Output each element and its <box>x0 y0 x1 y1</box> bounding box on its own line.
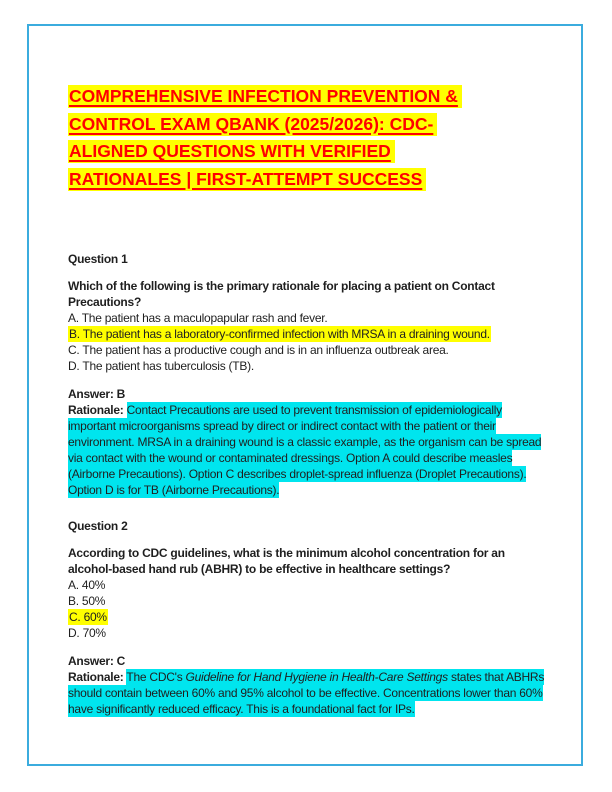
document-title-line <box>68 84 548 112</box>
question-1-options <box>68 310 548 374</box>
question-1-option-a <box>68 310 548 326</box>
rationale-text-highlighted <box>68 669 544 717</box>
rationale-text-highlighted <box>68 402 541 498</box>
rationale-label: Rationale: <box>68 403 124 417</box>
question-2-stem: According to CDC guidelines, what is the minimum alcohol concentration for an alcohol-based hand rub (ABHR) to be effective in healthcare settings? <box>68 546 505 576</box>
question-1-option-d <box>68 358 548 374</box>
question-2-rationale <box>68 669 548 717</box>
question-1-option-c <box>68 342 548 358</box>
question-2-options <box>68 577 548 641</box>
question-1-answer: Answer: B <box>68 387 126 401</box>
option-text: C. The patient has a productive cough and is in an influenza outbreak area. <box>68 343 449 357</box>
option-text: A. The patient has a maculopapular rash and fever. <box>68 311 328 325</box>
option-text: D. 70% <box>68 626 106 640</box>
document-title-text: COMPREHENSIVE INFECTION PREVENTION & <box>68 85 462 108</box>
question-1-stem: Which of the following is the primary rationale for placing a patient on Contact Precautions? <box>68 279 495 309</box>
rationale-text: Contact Precautions are used to prevent transmission of epidemiologically important microorganisms spread by direct or indirect contact with the patient or their environment. MRSA in a draining wound is a classic example, as the organism can be spread via contact with the wound or contaminated dressings. Option A could describe measles (Airborne Precautions). Option C describes droplet-spread influenza (Droplet Precautions). Option D is for TB (Airborne Precautions). <box>68 403 542 497</box>
document-title-text: ALIGNED QUESTIONS WITH VERIFIED <box>68 140 395 163</box>
document-title-line <box>68 112 548 140</box>
option-text: B. 50% <box>68 594 106 608</box>
option-text-highlighted: B. The patient has a laboratory-confirmed infection with MRSA in a draining wound. <box>69 327 490 341</box>
rationale-text: states that ABHRs should contain between 60% and 95% alcohol to be effective. Concentrations lower than 60% have significantly reduced efficacy. This is a foundational fact for IPs. <box>68 670 545 716</box>
option-text-highlighted: C. 60% <box>69 610 107 624</box>
document-content <box>68 84 548 717</box>
question-2-option-c <box>68 609 548 625</box>
question-2-option-b <box>68 593 548 609</box>
question-2-option-d <box>68 625 548 641</box>
question-2-option-a <box>68 577 548 593</box>
question-2-heading: Question 2 <box>68 519 128 533</box>
document-title-text: RATIONALES | FIRST-ATTEMPT SUCCESS <box>68 168 426 191</box>
rationale-text: The CDC's <box>126 670 186 684</box>
question-1-rationale <box>68 402 548 498</box>
option-text: A. 40% <box>68 578 106 592</box>
option-text: D. The patient has tuberculosis (TB). <box>68 359 254 373</box>
rationale-label: Rationale: <box>68 670 124 684</box>
document-title-line <box>68 139 548 167</box>
document-title-text: CONTROL EXAM QBANK (2025/2026): CDC- <box>68 113 437 136</box>
question-1-heading: Question 1 <box>68 252 128 266</box>
question-1-option-b <box>68 326 548 342</box>
question-2-answer: Answer: C <box>68 654 126 668</box>
document-title-line <box>68 167 548 195</box>
document-title <box>68 84 548 194</box>
rationale-guideline-title-italic: Guideline for Hand Hygiene in Health-Care Settings <box>185 670 448 684</box>
